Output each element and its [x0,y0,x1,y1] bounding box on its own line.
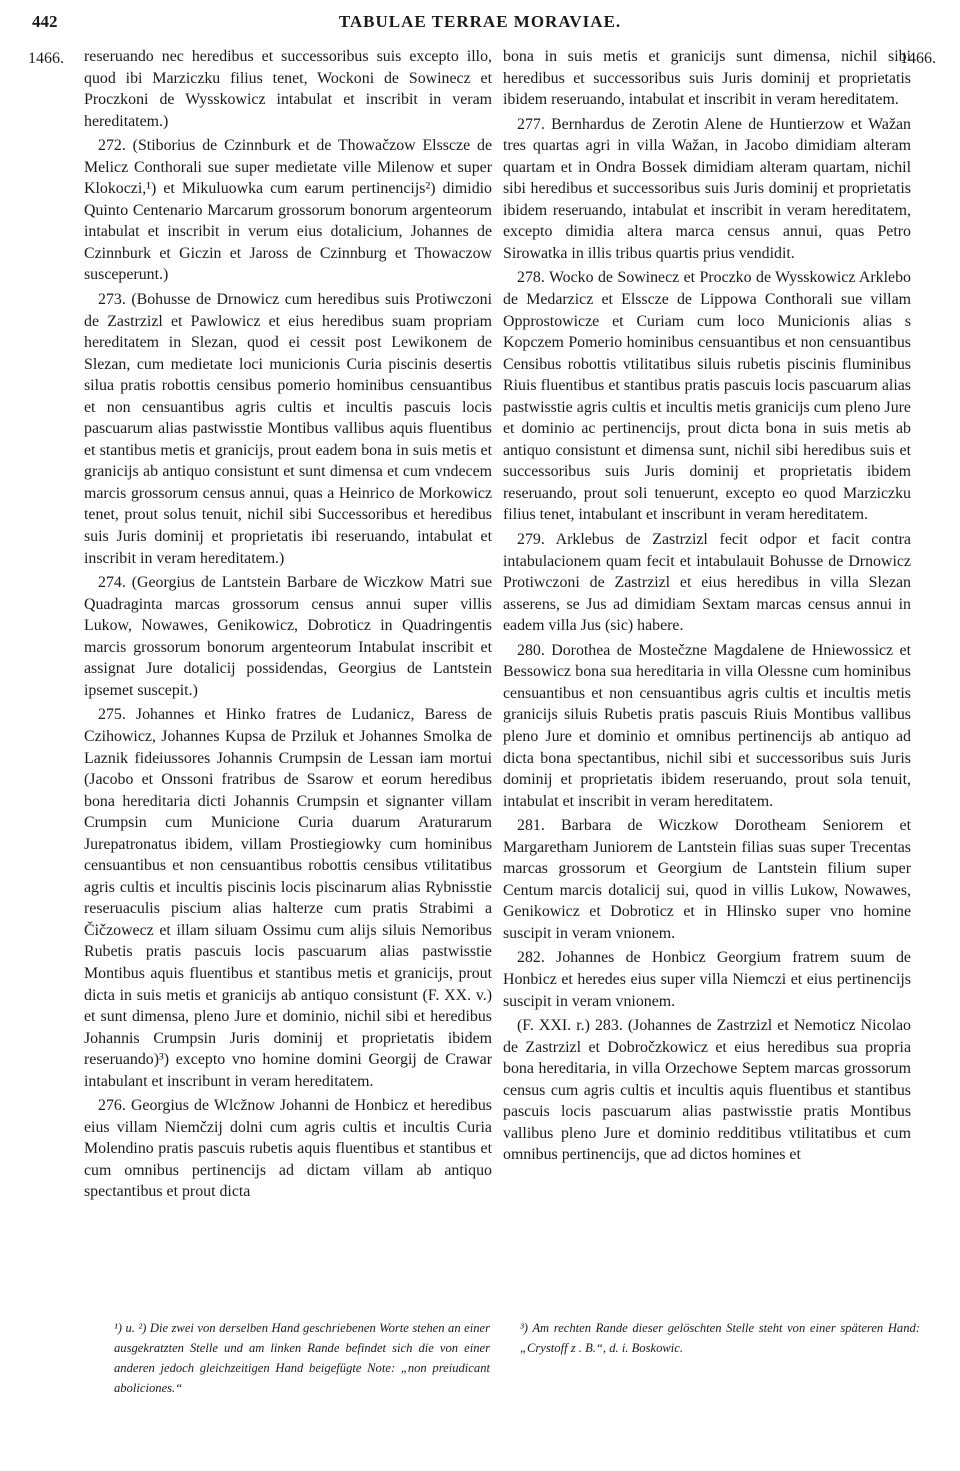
footnote-text: ¹) u. ²) Die zwei von derselben Hand geschriebenen Worte stehen an einer ausgekratzten Stelle und am linken Rande befindet sich die von einer anderen jedoch gleichzeitigen Hand beigefügte Note: „non preiudicant aboliciones.“ [114,1321,490,1395]
entry-276: 276. Georgius de Wlcžnow Johanni de Honbicz et heredibus eius villam Niemčzij dolni cum agris cultis et incultis Curia Molendino pratis pascuis rubetis aquis fluentibus et stantibus et cum omnibus pertinencijs ad dictam villam ab antiquo spectantibus et prout dicta [84,1097,492,1201]
entry-279: 279. Arklebus de Zastrzizl fecit odpor et facit contra intabulacionem quam fecit et intabulauit Bohusse de Drnowicz Protiwczoni de Zastrzizl et eius heredibus in villa Slezan asserens, se Jus ad dimidiam Sextam marcas census annui in eadem villa Jus (sic) habere. [503,531,911,635]
right-column [503,46,911,1169]
entry-282: 282. Johannes de Honbicz Georgium fratrem suum de Honbicz et heredes eius super villa Niemczi et eius pertinencijs suscipit in veram vnionem. [503,949,911,1010]
page-number: 442 [32,12,58,31]
footnote-text: ³) Am rechten Rande dieser gelöschten Stelle steht von einer späteren Hand: „Crystoff z . B.“, d. i. Boskowic. [520,1321,920,1355]
paragraph: reseruando nec heredibus et successoribus suis excepto illo, quod ibi Marziczku filius tenet, Wockoni de Sowinecz et Proczkoni de Wysskowicz intabulat et inscribit in veram hereditatem.) [84,48,492,130]
entry-283: (F. XXI. r.) 283. (Johannes de Zastrzizl et Nemoticz Nicolao de Zastrzizl et Dobročzkowicz et eius heredibus sua propria bona hereditaria, in villa Orzechowe Septem marcas grossorum census cum agris cultis et incultis aquis fluentibus et stantibus pascuis locis pascuarum alias pastwisstie pratis Montibus vallibus pleno Jure et dominio redditibus vtilitatibus et cum omnibus pertinencijs, que ad dictos homines et [503,1017,911,1164]
entry-275: 275. Johannes et Hinko fratres de Ludanicz, Baress de Czihowicz, Johannes Kupsa de Prziluk et Johannes Smolka de Laznik fideiussores Johannis Crumpsin de Lessan iam mortui (Jacobo et Onssoni fratribus de Ssarow et eorum heredibus bona hereditaria dicti Johannis Crumpsin et signanter villam Crumpsin cum Municione Curia duarum Araturarum Jurepatronatus ibidem, villam Prostiegiowky cum hominibus censuantibus et non censuantibus robottis censibus vtilitatibus agris cultis et incultis piscinis locis piscinarum alias Rybnisstie reseruaculis piscium alias halterze cum pratis Strabimi a Čičzowecz et illam siluam Ossimu cum alijs siluis Nemoribus Rubetis pratis pascuis locis pascuarum alias pastwisstie Montibus aquis fluentibus et stantibus metis et granicijs, prout dicta in suis metis et granicijs ab antiquo consistunt (F. XX. v.) et sunt dimensa, pleno Jure et dominio, nichil sibi et heredibus Johannis Crumpsin Juris dominij et proprietatis ibidem reseruando)³) excepto vno homine domini Georgij de Crawar intabulant et inscribunt in veram hereditatem. [84,706,492,1090]
footnote-left [114,1318,490,1398]
entry-281: 281. Barbara de Wiczkow Dorotheam Seniorem et Margaretham Juniorem de Lantstein filias suas super Trecentas marcas grossorum et Georgium de Lantstein filium super Centum marcis dotalicij sui, quod in villis Lukow, Nowawes, Genikowicz et Dobroticz et in Hlinsko super vno homine suscipit in veram vnionem. [503,817,911,942]
entry-280: 280. Dorothea de Mostečzne Magdalene de Hniewossicz et Bessowicz bona sua hereditaria in villa Olessne cum hominibus censuantibus et non censuantibus agris cultis et incultis metis granicijs siluis Rubetis pratis pascuis Riuis Montibus vallibus pleno Jure et dominio et omnibus pertinencijs ab antiquo ad dicta bona spectantibus, nichil sibi et successoribus suis Juris dominij et proprietatis ibidem reseruando, prout sola tenuit, intabulat et inscribit in veram hereditatem. [503,641,911,810]
margin-year-right: 1466. [900,50,936,67]
entry-274: 274. (Georgius de Lantstein Barbare de Wiczkow Matri sue Quadraginta marcas grossorum census annui super villis Lukow, Nowawes, Genikowicz, Dobroticz in Quadringentis marcis grossorum bonorum argenteorum Intabulat inscribit et assignat Jure dotalicij possidendas, Georgius de Lantstein ipsemet suscepit.) [84,574,492,699]
entry-272: 272. (Stiborius de Czinnburk et de Thowačzow Elsscze de Melicz Conthorali sue super medietate ville Milenow et super Klokoczi,¹) et Mikuluowka cum earum pertinencijs²) dimidio Quinto Centenario Marcarum grossorum bonorum argenteorum intabulat et inscribit in verum eius dotalicium, Johannes de Czinnburk et Giczin et Jaross de Czinnburg et Thowaczow susceperunt.) [84,137,492,284]
running-title: TABULAE TERRAE MORAVIAE. [338,12,622,31]
margin-year-left: 1466. [28,50,64,67]
entry-277: 277. Bernhardus de Zerotin Alene de Huntierzow et Wažan tres quartas agri in villa Wažan, in Jacobo dimidiam alteram quartam et in Ondra Bossek dimidiam alteram quartam, nichil sibi heredibus et successoribus suis Juris dominij et proprietatis ibidem reseruando, intabulat et inscribit in veram hereditatem, excepto dimidia altera marca census annui, quas Petro Sirowatka in illis tribus quartis prius vendidit. [503,115,911,262]
left-column [84,46,492,1206]
footnote-right [520,1318,920,1358]
paragraph: bona in suis metis et granicijs sunt dimensa, nichil sibi heredibus et successoribus suis Juris dominij et proprietatis ibidem reseruando, intabulat et inscribit in veram hereditatem. [503,48,911,109]
entry-278: 278. Wocko de Sowinecz et Proczko de Wysskowicz Arklebo de Medarzicz et Elsscze de Lippowa Conthorali sue villam Opprostowicze et Curiam cum loco Municionis alias s Kopczem Pomerio hominibus censuantibus et non censuantibus Censibus robottis vtilitatibus siluis rubetis piscinis fluminibus Riuis fluentibus et stantibus pratis pascuis locis pascuarum alias pastwisstie agris cultis et incultis metis granicijs cum pleno Jure et dominio ac pertinencijs, prout dicta bona in suis metis ab antiquo consistunt et dimensa sunt, nichil sibi heredibus suis et successoribus suis Juris dominij et proprietatis ibidem reseruando, prout soli tenuerunt, excepto eo quod Marziczku filius tenet, intabulant et inscribunt in veram hereditatem. [503,269,911,524]
entry-273: 273. (Bohusse de Drnowicz cum heredibus suis Protiwczoni de Zastrzizl et Pawlowicz et eius heredibus suam propriam hereditatem in Slezan, quod ei cessit post Lewikonem de Slezan, cum medietate loci municionis Curia piscinis desertis silua pratis robottis censibus pomerio hominibus censuantibus et non censuantibus agris cultis et incultis pascuis locis pascuarum alias pastwisstie Montibus vallibus aquis fluentibus et stantibus metis et granicijs, prout eadem bona in suis metis et granicijs ab antiquo consistunt et sunt dimensa et cum vndecem marcis grossorum census annui, quas a Heinrico de Morkowicz tenet, prout solus tenuit, nichil sibi Successoribus et heredibus suis Juris dominij et proprietatis ibi reseruando, intabulat et inscribit in veram hereditatem.) [84,291,492,567]
page-header [0,12,960,34]
